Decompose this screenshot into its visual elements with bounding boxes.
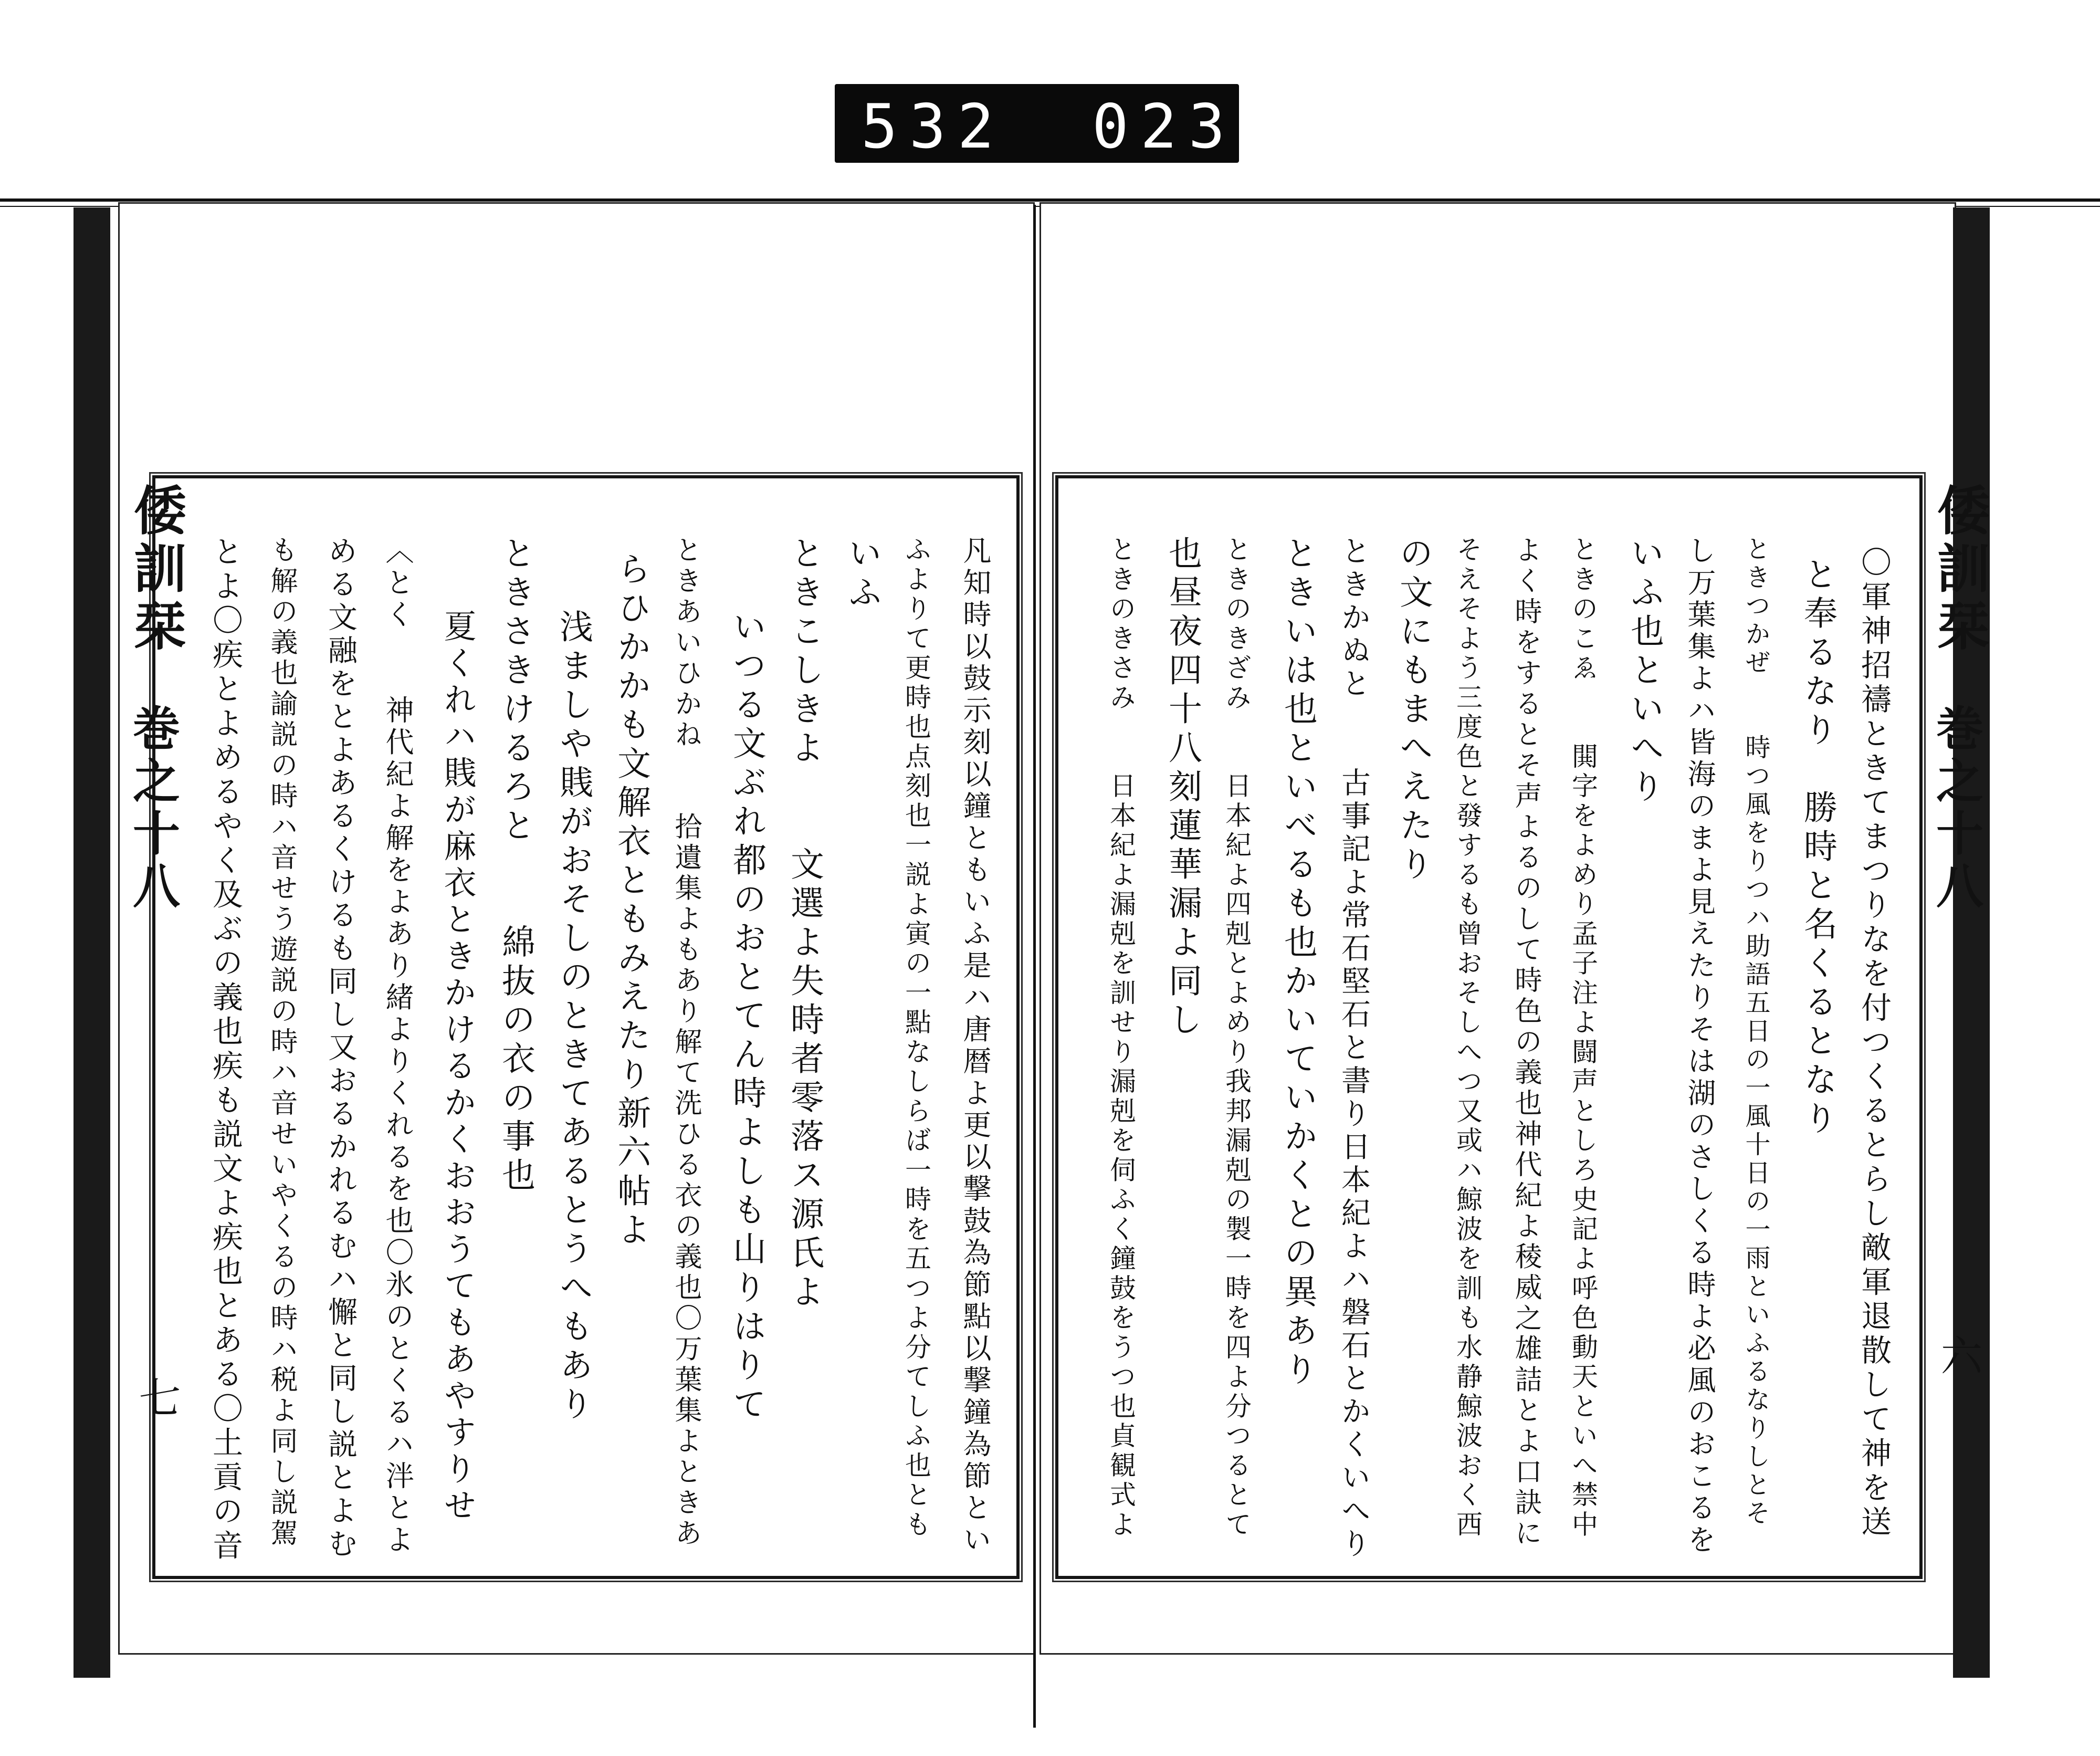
right-column: と奉るなり 勝時と名くるとなり xyxy=(1798,557,1837,1140)
reel-number: 532 xyxy=(861,91,1006,162)
right-column: ときいは也といべるも也かいていかくとの異あり xyxy=(1278,536,1317,1391)
right-column: 也昼夜四十八刻蓮華漏よ同し xyxy=(1163,536,1202,1041)
right-spine-edge xyxy=(1953,207,1990,1678)
left-spine-edge xyxy=(74,207,110,1678)
left-folio: 七 xyxy=(132,1376,181,1418)
left-column: 夏くれハ賎が麻衣ときかけるかくおおうてもあやすりせ xyxy=(438,609,477,1525)
right-column: ときのきざみ 日本紀よ四剋とよめり我邦漏剋の製一時を四よ分つるとて xyxy=(1221,536,1252,1540)
frame-number-label xyxy=(835,84,1239,163)
left-column: ときあいひかね 拾遺集よもあり解て洗ひる衣の義也〇万葉集よときあ xyxy=(670,536,701,1550)
right-column: ときつかぜ 時つ風をりつハ助語五日の一風十日の一雨といふるなりしとそ xyxy=(1741,536,1770,1528)
left-column: ときさきけるろと 綿抜の衣の事也 xyxy=(496,536,535,1196)
left-column: める文融をとよあるくけるも同し又おるかれるむハ懈と同し説とよむ xyxy=(323,536,358,1561)
left-column: 凡知時以鼓示刻以鐘ともいふ是ハ唐暦よ更以撃鼓為節點以撃鐘為節とい xyxy=(959,536,992,1556)
frame-number: 023 xyxy=(1092,91,1237,162)
right-column: そえそよう三度色と發するも曾おそしへつ又或ハ鯨波を訓も水静鯨波おく西 xyxy=(1452,536,1483,1540)
right-column: よく時をするとそ声よるのして時色の義也神代紀よ稜威之雄詰とよ口訣に xyxy=(1510,536,1541,1550)
left-column: いつる文ぶれ都のおとてん時よしも山りはりて xyxy=(727,609,766,1425)
left-column: いふ xyxy=(843,536,881,613)
right-column: ときのこゑ 閧字をよめり孟子注よ闘声としろ史記よ呼色動天といへ禁中 xyxy=(1568,536,1598,1540)
right-column: いふ也といへり xyxy=(1625,536,1664,808)
left-column: ときこしきよ 文選よ失時者零落ス源氏よ xyxy=(785,536,824,1313)
left-column: らひかかも文解衣ともみえたり新六帖よ xyxy=(612,551,650,1251)
left-column: も解の義也諭説の時ハ音せう遊説の時ハ音せいやくるの時ハ税よ同し説駕 xyxy=(266,536,297,1550)
right-column: の文にもまへえたり xyxy=(1394,536,1433,885)
left-column: ふよりて更時也点刻也一説よ寅の一點なしらば一時を五つよ分てしふ也とも xyxy=(901,536,931,1540)
left-margin-volume: 巻之十八 xyxy=(124,704,180,914)
right-margin-title: 倭訓栞 xyxy=(1928,483,1990,656)
right-folio: 六 xyxy=(1934,1334,1982,1376)
left-column: 〈とく 神代紀よ解をよあり緒よりくれるを也〇氷のとくるハ泮とよ xyxy=(381,536,414,1556)
left-column: 浅ましや賎がおそしのときてあるとうへもあり xyxy=(554,609,593,1425)
center-gutter xyxy=(1033,205,1036,1728)
right-column: ときかぬと 古事記よ常石堅石と書り日本紀よハ磐石とかくいへり xyxy=(1337,536,1371,1561)
left-column: とよ〇疾とよめるやく及ぶの義也疾も説文よ疾也とある〇土貢の音 xyxy=(207,536,243,1564)
right-column: し万葉集よハ皆海のまよ見えたりそは湖のさしくる時よ必風のおこるを xyxy=(1683,536,1716,1556)
right-column: ときのきさみ 日本紀よ漏剋を訓せり漏剋を伺ふく鐘鼓をうつ也貞観式よ xyxy=(1106,536,1136,1540)
top-rule-line xyxy=(0,198,2100,202)
right-margin-volume: 巻之十八 xyxy=(1928,704,1983,914)
left-margin-title: 倭訓栞 xyxy=(125,483,187,656)
right-column: 〇軍神招禱ときてまつりなを付つくるとらし敵軍退散して神を送 xyxy=(1856,546,1892,1540)
